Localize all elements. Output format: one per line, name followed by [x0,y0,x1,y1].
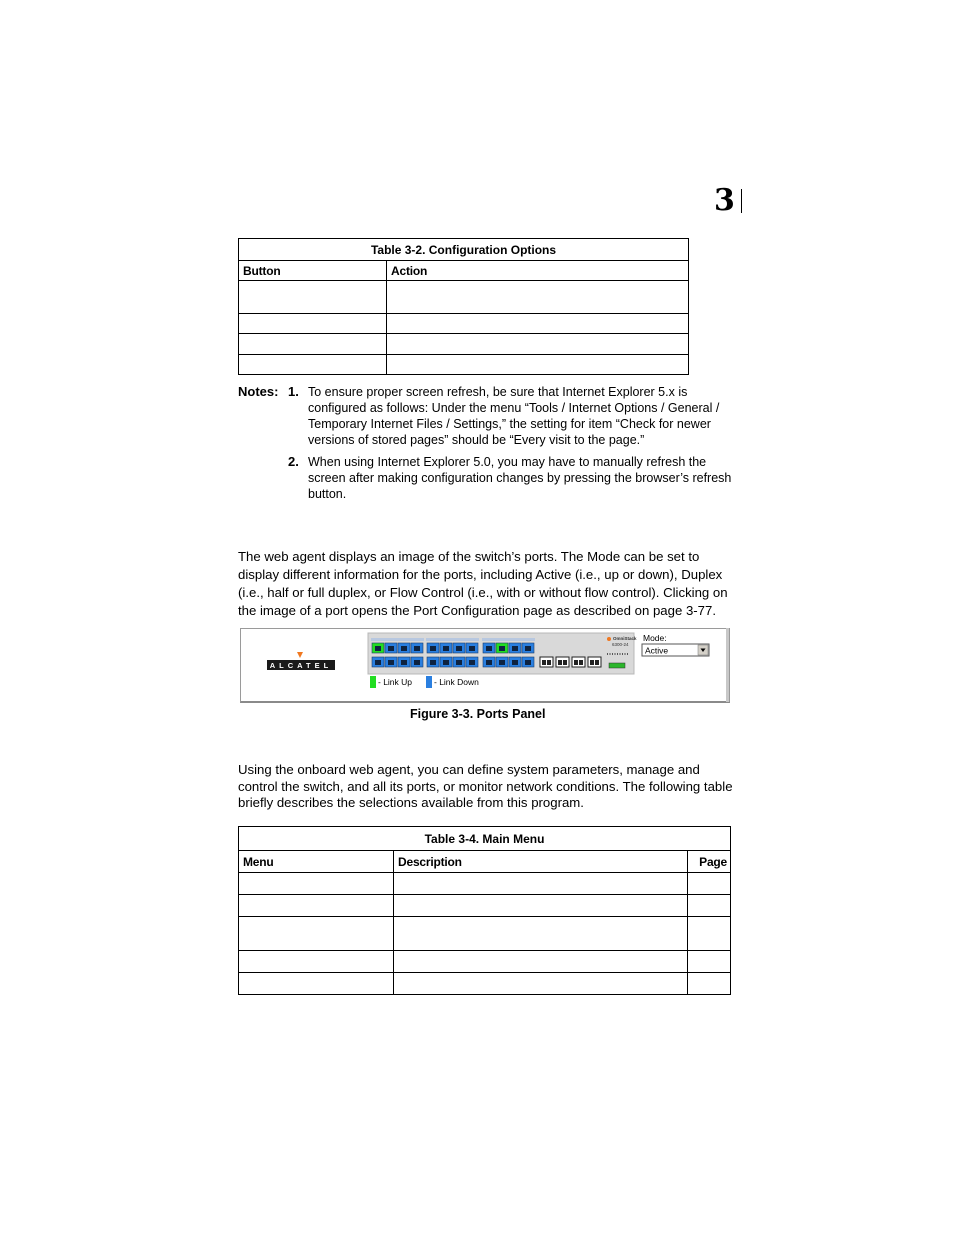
ports-panel-graphic [241,629,727,699]
table-cell [387,314,689,334]
port-group-frame [371,638,424,641]
table-cell [394,917,688,951]
alcatel-logo-text: ALCATEL [269,661,333,670]
port-socket [430,646,436,651]
main-menu-description: Using the onboard web agent, you can define system parameters, manage and control the switch, and all its ports, or monitor network conditions. The following table briefly describes the selections available from this program. [238,762,733,810]
chapter-number: 3 [714,183,734,218]
device-brand: OmniStack [613,636,637,641]
alcatel-logo-mark [297,652,303,658]
port-socket [388,646,394,651]
table-row [239,951,731,973]
port-socket [430,660,436,665]
port-group-frame [482,638,535,641]
port-socket [375,646,381,651]
port-socket [512,646,518,651]
mode-select-value: Active [645,645,669,656]
table-row [239,973,731,995]
port-socket [388,660,394,665]
note-text: When using Internet Explorer 5.0, you may have to manually refresh the screen after making configuration changes by pressing the browser’s refresh button. [308,455,732,501]
uplink-socket [574,660,578,665]
column-header-menu: Menu [239,851,394,873]
port-socket [414,646,420,651]
device-model: 6300-24 [612,642,629,647]
panel-scroll-edge [726,628,729,702]
port-socket [499,646,505,651]
column-header-button: Button [239,261,387,281]
table-row [239,917,731,951]
table-cell [394,895,688,917]
table-cell [239,917,394,951]
table-cell [239,973,394,995]
table-cell [387,281,689,314]
uplink-socket [558,660,562,665]
table-cell [239,951,394,973]
table-row [239,334,689,355]
note-text: To ensure proper screen refresh, be sure that Internet Explorer 5.x is configured as follows: Under the menu “Tools / Internet Options / General / Temporary Internet Files / Settings,” the setting for item “Check for newer versions of stored pages” should be “Every visit to the page.” [308,385,720,447]
table-cell [394,973,688,995]
uplink-socket [547,660,551,665]
table-row [239,281,689,314]
table-row [239,355,689,375]
uplink-socket [563,660,567,665]
column-header-page: Page [688,851,731,873]
device-badge-icon [607,637,611,641]
port-socket [469,660,475,665]
uplink-port-2[interactable] [556,657,569,667]
link-up-swatch [370,676,376,688]
figure-caption: Figure 3-3. Ports Panel [410,707,546,721]
uplink-port-1[interactable] [540,657,553,667]
table-cell [239,355,387,375]
table-row [239,873,731,895]
port-socket [486,660,492,665]
port-socket [375,660,381,665]
note-number: 2. [288,454,299,469]
port-socket [443,660,449,665]
mode-select[interactable] [642,644,709,656]
table-cell [688,917,731,951]
port-socket [456,646,462,651]
table-cell [688,873,731,895]
port-socket [443,646,449,651]
uplink-socket [542,660,546,665]
note-number: 1. [288,384,299,399]
uplink-socket [590,660,594,665]
mode-label: Mode: [643,633,667,643]
table-cell [394,873,688,895]
configuration-options-table [238,238,689,375]
port-group-frame [426,638,479,641]
table-cell [239,873,394,895]
table-caption: Table 3-4. Main Menu [239,827,731,851]
port-socket [486,646,492,651]
table-cell [387,355,689,375]
table-cell [239,314,387,334]
table-cell [688,951,731,973]
port-socket [414,660,420,665]
table-cell [688,895,731,917]
table-cell [239,334,387,355]
link-down-label: - Link Down [434,677,479,687]
port-socket [469,646,475,651]
table-cell [239,895,394,917]
port-socket [525,660,531,665]
link-down-swatch [426,676,432,688]
table-cell [688,973,731,995]
uplink-socket [579,660,583,665]
port-socket [401,646,407,651]
uplink-port-3[interactable] [572,657,585,667]
uplink-port-4[interactable] [588,657,601,667]
table-cell [394,951,688,973]
table-cell [387,334,689,355]
chapter-divider [741,189,742,213]
link-up-label: - Link Up [378,677,413,687]
uplink-socket [595,660,599,665]
main-menu-table [238,826,731,995]
port-socket [499,660,505,665]
column-header-action: Action [387,261,689,281]
port-socket [401,660,407,665]
ports-panel [240,628,730,703]
table-row [239,895,731,917]
table-row [239,314,689,334]
notes-label: Notes: [238,384,279,399]
ports-description: The web agent displays an image of the switch’s ports. The Mode can be set to display different information for the ports, including Active (i.e., up or down), Duplex (i.e., half or full duplex, or Flow Control (i.e., with or without flow control). Clicking on the image of a port opens the Port Configuration page as described on page 3-77. [238,549,728,618]
console-port[interactable] [609,663,625,668]
port-socket [512,660,518,665]
table-cell [239,281,387,314]
table-caption: Table 3-2. Configuration Options [239,239,689,261]
port-socket [525,646,531,651]
port-socket [456,660,462,665]
column-header-description: Description [394,851,688,873]
